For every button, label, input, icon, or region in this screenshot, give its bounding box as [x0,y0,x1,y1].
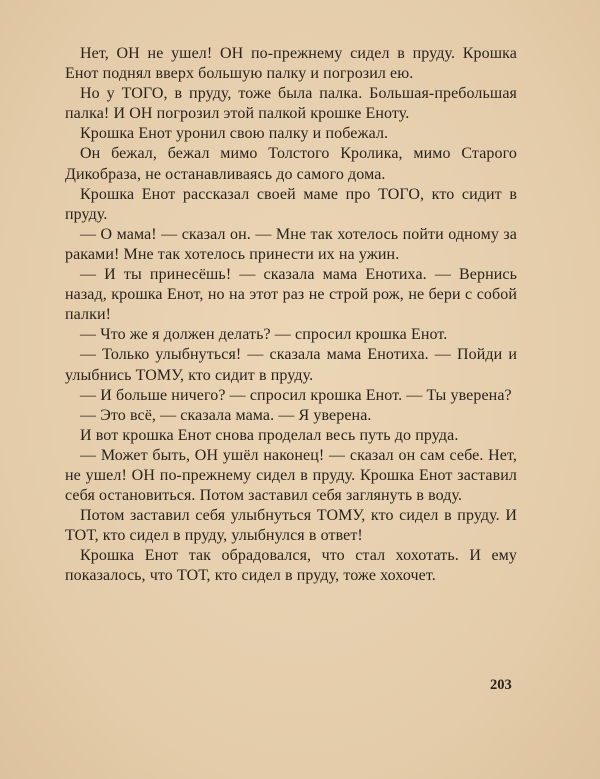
paragraph: Крошка Енот уронил свою палку и побежал. [80,125,389,143]
paragraph: Нет, ОН не ушел! ОН по-прежнему сидел в пруду. Крошка Енот поднял вверх большую палку и погрозил ею. [65,45,517,83]
paragraph: И вот крошка Енот снова проделал весь путь до пруда. [80,426,459,444]
paragraph: — Только улыбнуться! — сказала мама Енотиха. — Пойди и улыбнись ТОМУ, кто сидит в пруду. [65,346,517,384]
paragraph: — Это всё, — сказала мама. — Я уверена. [80,406,372,424]
page-number: 203 [490,677,512,693]
paragraph: Крошка Енот так обрадовался, что стал хохотать. И ему показалось, что ТОТ, кто сидел в пруду, тоже хохочет. [65,547,517,585]
paragraph: Но у ТОГО, в пруду, тоже была палка. Большая-пребольшая палка! И ОН погрозил этой палкой крошке Еноту. [65,85,517,123]
paragraph: — И ты принесёшь! — сказала мама Енотиха. — Вернись назад, крошка Енот, но на этот раз не строй рож, не бери с собой палки! [65,266,517,324]
paragraph: Потом заставил себя улыбнуться ТОМУ, кто сидел в пруду. И ТОТ, кто сидел в пруду, улыбнулся в ответ! [65,507,517,545]
page-text [65,44,517,587]
paragraph: — О мама! — сказал он. — Мне так хотелось пойти одному за раками! Мне так хотелось принести их на ужин. [65,225,517,263]
paragraph: — И больше ничего? — спросил крошка Енот. — Ты уверена? [80,386,512,404]
paragraph: — Что же я должен делать? — спросил крошка Енот. [80,326,448,344]
paragraph: Он бежал, бежал мимо Толстого Кролика, мимо Старого Дикобраза, не останавливаясь до самого дома. [65,145,517,183]
paragraph: Крошка Енот рассказал своей маме про ТОГО, кто сидит в пруду. [65,185,517,223]
paragraph: — Может быть, ОН ушёл наконец! — сказал он сам себе. Нет, не ушел! ОН по-прежнему сидел в пруду. Крошка Енот заставил себя остановиться. Потом заставил себя заглянуть в воду. [65,446,517,505]
